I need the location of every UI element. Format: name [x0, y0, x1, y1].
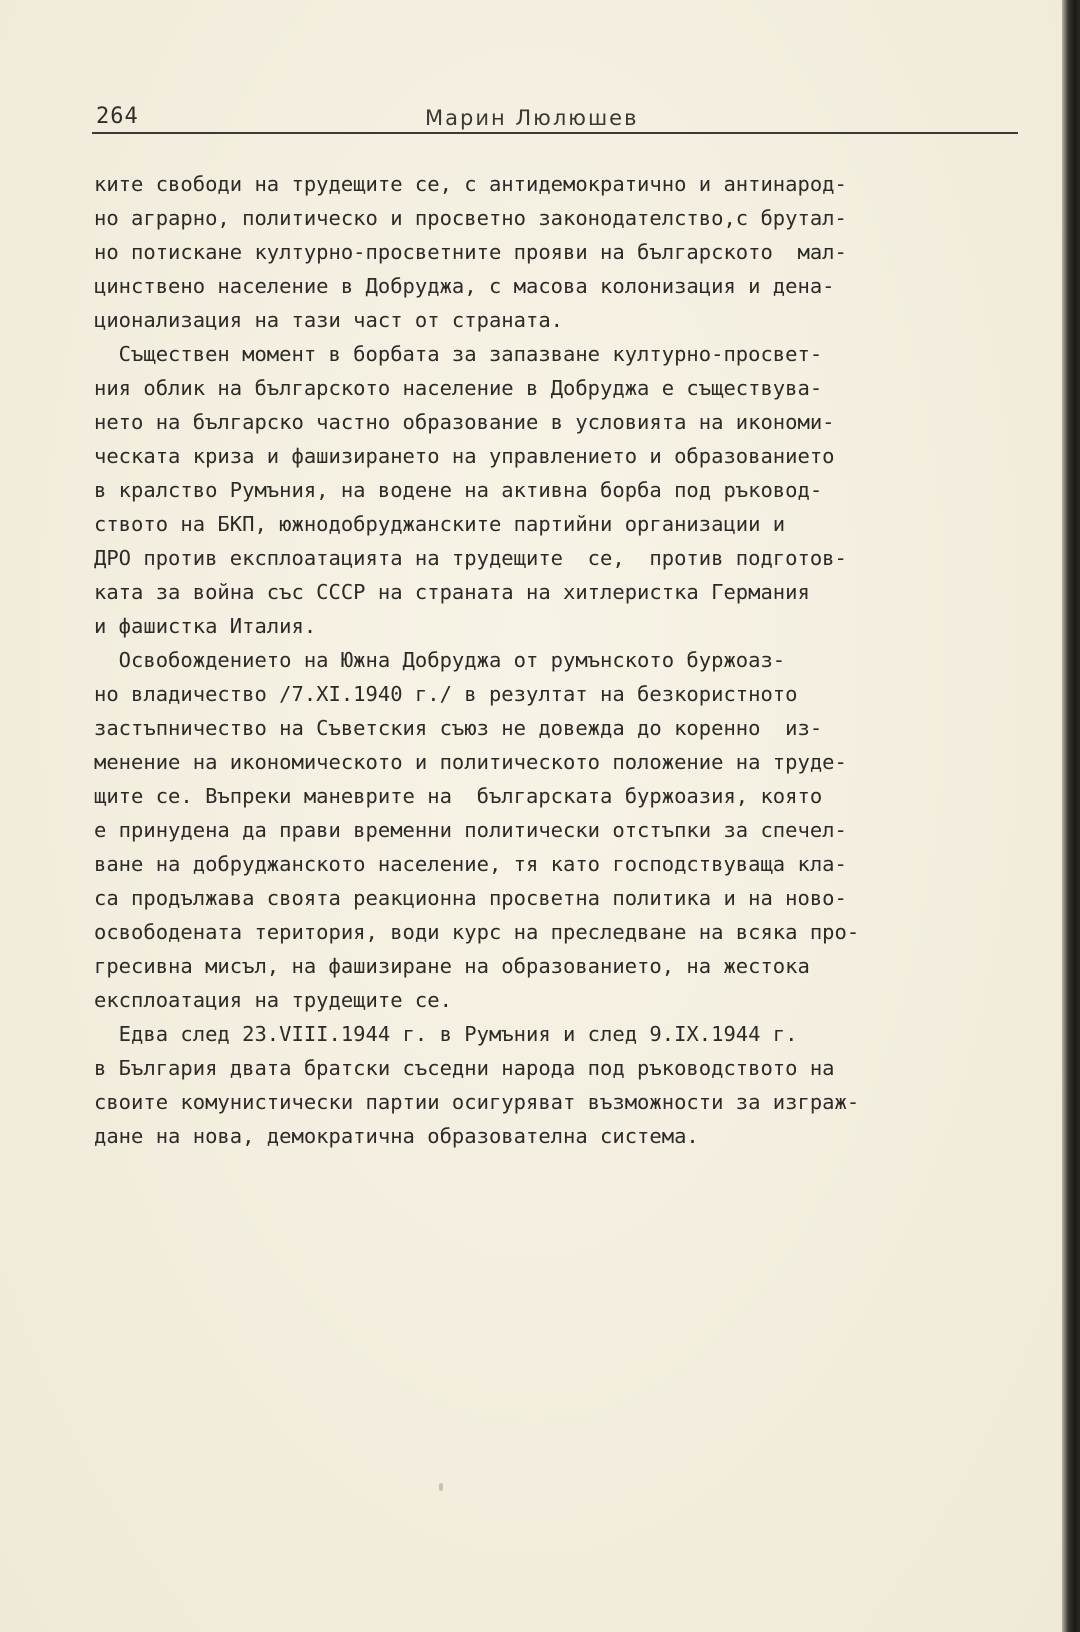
book-binding-edge [1062, 0, 1080, 1632]
text-line: е принудена да прави временни политически отстъпки за спечел- [94, 818, 847, 842]
text-line: менение на икономическото и политическото положение на труде- [94, 750, 847, 774]
text-line: в България двата братски съседни народа под ръководството на [94, 1056, 835, 1080]
page-header [92, 104, 1018, 134]
text-line: ния облик на българското население в Добруджа е съществува- [94, 376, 823, 400]
text-line: Освобождението на Южна Добруджа от румънското буржоаз- [94, 648, 786, 672]
paper-speck [439, 1483, 443, 1491]
text-line: са продължава своята реакционна просветна политика и на ново- [94, 886, 847, 910]
running-title: Марин Люлюшев [425, 106, 639, 130]
text-line: ционализация на тази част от страната. [94, 308, 563, 332]
text-line: Едва след 23.VIII.1944 г. в Румъния и след 9.IX.1944 г. [94, 1022, 798, 1046]
text-line: щите се. Въпреки маневрите на българската буржоазия, която [94, 784, 823, 808]
text-line: но аграрно, политическо и просветно законодателство,с брутал- [94, 206, 847, 230]
text-line: ките свободи на трудещите се, с антидемократично и антинарод- [94, 172, 847, 196]
text-line: ката за война със СССР на страната на хитлеристка Германия [94, 580, 810, 604]
text-line: експлоатация на трудещите се. [94, 988, 452, 1012]
text-line: ството на БКП, южнодобруджанските партийни организации и [94, 512, 786, 536]
text-line: Съществен момент в борбата за запазване културно-просвет- [94, 342, 823, 366]
text-line: но потискане културно-просветните прояви на българското мал- [94, 240, 847, 264]
text-line: но владичество /7.XI.1940 г./ в резултат на безкористното [94, 682, 798, 706]
text-line: дане на нова, демократична образователна система. [94, 1124, 699, 1148]
text-line: и фашистка Италия. [94, 614, 317, 638]
text-line: освободената територия, води курс на преследване на всяка про- [94, 920, 860, 944]
text-line: ческата криза и фашизирането на управлението и образованието [94, 444, 835, 468]
text-line: гресивна мисъл, на фашизиране на образованието, на жестока [94, 954, 810, 978]
text-line: своите комунистически партии осигуряват възможности за изграж- [94, 1090, 860, 1114]
text-line: ване на добруджанското население, тя като господствуваща кла- [94, 852, 847, 876]
page-number: 264 [96, 104, 139, 129]
text-line: в кралство Румъния, на водене на активна борба под ръковод- [94, 478, 823, 502]
body-text [94, 167, 1044, 1153]
text-line: застъпничество на Съветския съюз не довежда до коренно из- [94, 716, 823, 740]
text-line: ДРО против експлоатацията на трудещите се, против подготов- [94, 546, 847, 570]
text-line: нето на българско частно образование в условията на икономи- [94, 410, 835, 434]
text-line: цинствено население в Добруджа, с масова колонизация и дена- [94, 274, 835, 298]
